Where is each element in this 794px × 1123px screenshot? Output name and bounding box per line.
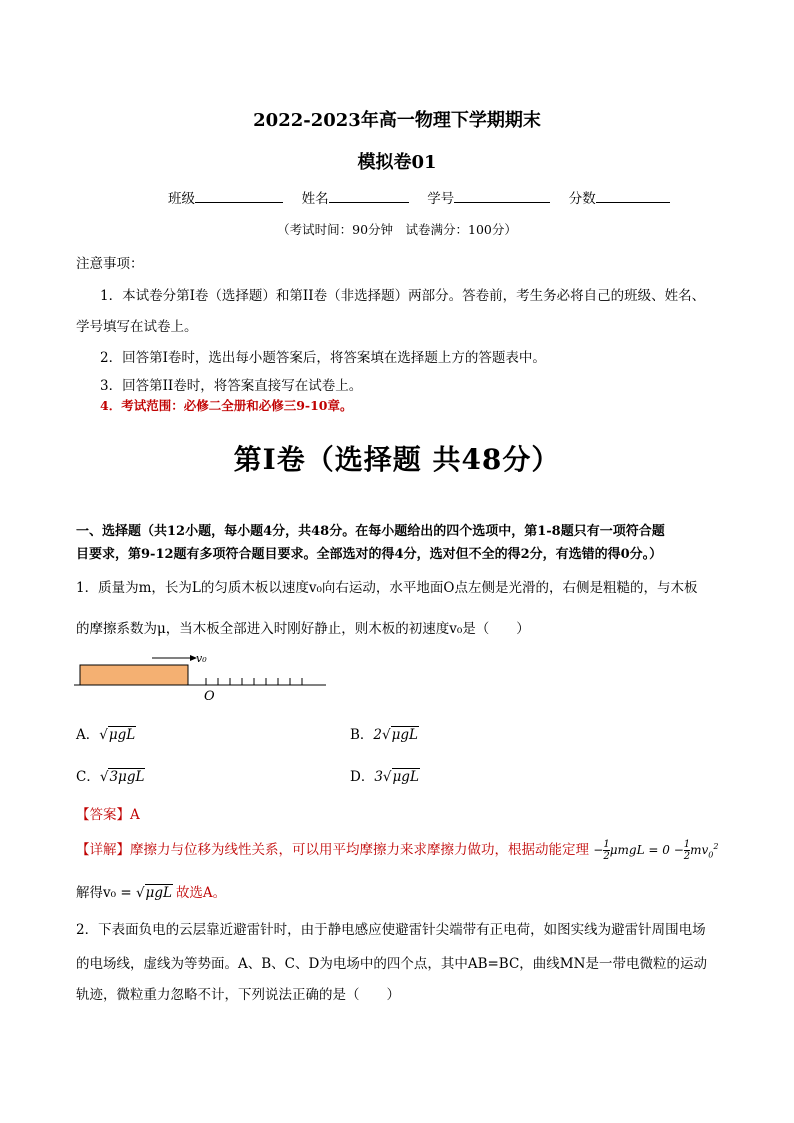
student-info-fields [168, 187, 670, 207]
q1-option-d[interactable]: D．3√μgL [350, 769, 419, 785]
q1-stem-cont: 的摩擦系数为μ，当木板全部进入时刚好静止，则木板的初速度v₀是（ ） [76, 621, 530, 637]
q1-detail [76, 838, 718, 862]
section-title: 第I卷（选择题 共48分） [233, 443, 561, 476]
note-item-1-cont: 学号填写在试卷上。 [76, 319, 198, 335]
q1-board-figure [70, 645, 335, 705]
paper-subtitle: 模拟卷01 [357, 152, 437, 173]
part1-instructions-cont: 目要求，第9-12题有多项符合题目要求。全部选对的得4分，选对但不全的得2分，有选错的得0分。） [76, 547, 663, 562]
detail-text: 摩擦力与位移为线性关系，可以用平均摩擦力来求摩擦力做功，根据动能定理 [130, 842, 589, 858]
note-item-4: 4．考试范围：必修二全册和必修三9-10章。 [100, 398, 353, 413]
part1-instructions: 一、选择题（共12小题，每小题4分，共48分。在每小题给出的四个选项中，第1-8题只有一项符合题 [76, 524, 665, 539]
student-id-label: 学号 [427, 191, 455, 207]
q1-stem: 1．质量为m，长为L的匀质木板以速度v₀向右运动，水平地面O点左侧是光滑的，右侧是粗糙的，与木板 [76, 580, 698, 596]
wooden-board [80, 665, 188, 685]
score-label: 分数 [568, 191, 596, 207]
solution-conclusion: 故选A。 [175, 885, 227, 901]
q1-option-c[interactable]: C．√3μgL [76, 769, 145, 785]
q2-stem-cont: 的电场线，虚线为等势面。A、B、C、D为电场中的四个点，其中AB=BC，曲线MN是一带电微粒的运动 [76, 956, 707, 972]
velocity-label: v₀ [196, 652, 207, 665]
score-field[interactable] [596, 188, 670, 203]
q1-option-b[interactable]: B．2√μgL [350, 727, 419, 743]
q2-stem-cont-2: 轨迹，微粒重力忽略不计，下列说法正确的是（ ） [76, 987, 400, 1003]
solution-sqrt: μgL [145, 885, 172, 901]
student-id-field[interactable] [454, 188, 550, 203]
note-item-3: 3．回答第II卷时，将答案直接写在试卷上。 [100, 378, 363, 394]
rough-surface-ticks [206, 678, 302, 685]
note-item-1: 1．本试卷分第I卷（选择题）和第II卷（非选择题）两部分。答卷前，考生务必将自己的班级、姓名、 [100, 288, 706, 304]
q1-answer: 【答案】A [76, 807, 140, 823]
note-item-2: 2．回答第I卷时，选出每小题答案后，将答案填在选择题上方的答题表中。 [100, 350, 546, 366]
detail-tag: 【详解】 [76, 842, 130, 858]
sqrt-expr: 3μgL [109, 769, 145, 785]
sqrt-expr: μgL [392, 769, 419, 785]
name-label: 姓名 [301, 191, 329, 207]
q1-solution: 解得v₀ = √μgL 故选A。 [76, 885, 227, 901]
notes-heading: 注意事项： [76, 256, 144, 272]
q2-stem: 2．下表面负电的云层靠近避雷针时，由于静电感应使避雷针尖端带有正电荷，如图实线为避雷针周围电场 [76, 922, 706, 938]
name-field[interactable] [329, 188, 409, 203]
point-o-label: O [204, 689, 215, 704]
q1-option-a[interactable]: A．√μgL [76, 727, 136, 743]
exam-info: （考试时间：90分钟 试卷满分：100分） [277, 222, 517, 237]
class-field[interactable] [195, 188, 283, 203]
sqrt-expr: μgL [108, 727, 136, 743]
sqrt-expr: μgL [391, 727, 419, 743]
paper-title: 2022-2023年高一物理下学期期末 [253, 110, 541, 131]
class-label: 班级 [168, 191, 195, 207]
energy-equation: − $\frac{1}{2}$ μmgL = 0 − $\frac{1}{2}$ $mv_0^2$ [593, 839, 719, 862]
